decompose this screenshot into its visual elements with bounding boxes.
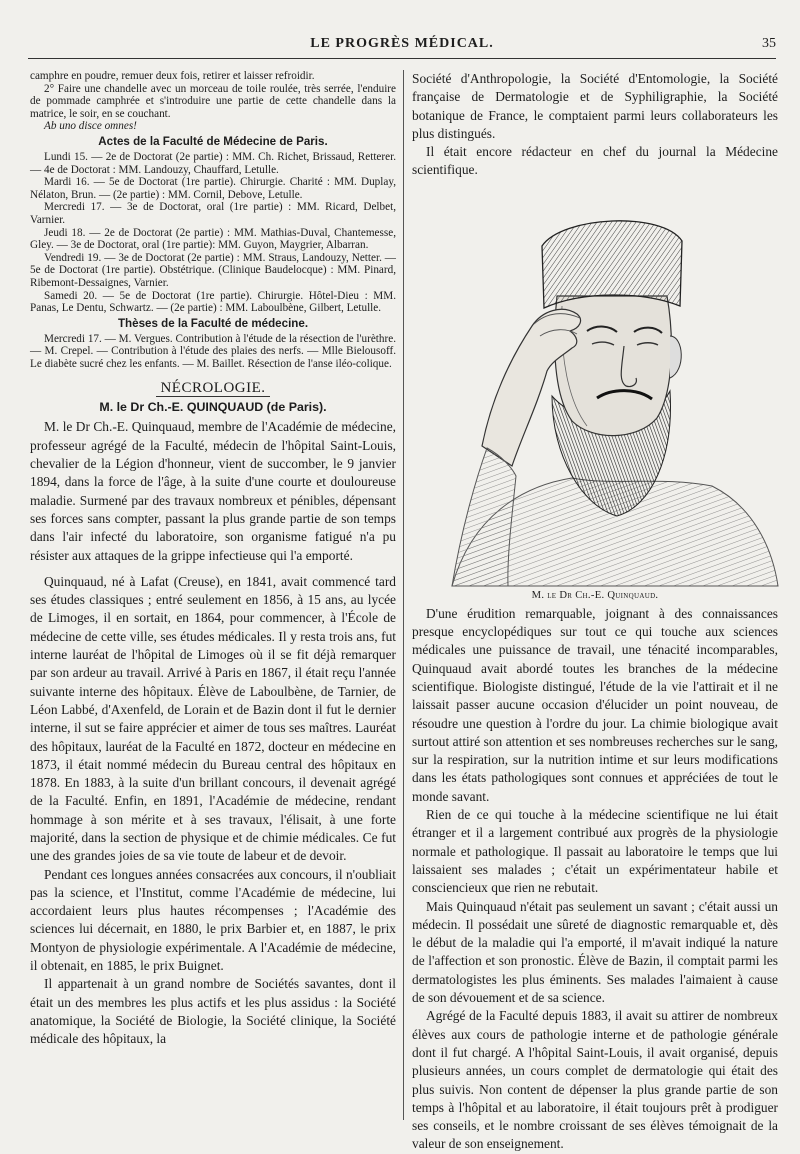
actes-entry: Samedi 20. — 5e de Doctorat (1re partie). Chirurgie. Hôtel-Dieu : MM. Panas, Le Dentu, Schwartz. — (2e partie) : MM. Laboulbène, Gilbert, Letulle. — [30, 289, 396, 315]
article-paragraph: Société d'Anthropologie, la Société d'Entomologie, la Société française de Dermatologie et de Syphiligraphie, la Société botanique de France, le comptaient parmi leurs collaborateurs les plus distingués. — [412, 71, 778, 141]
actes-entry: Mardi 16. — 5e de Doctorat (1re partie). Chirurgie. Charité : MM. Duplay, Nélaton, Brun. — (2e partie) : MM. Cornil, Debove, Letulle. — [30, 176, 396, 201]
page-number: 35 — [762, 36, 776, 51]
article-paragraph: Quinquaud, né à Lafat (Creuse), en 1841, avait commencé tard ses études classiques ; entré seulement en 1856, à 15 ans, au lycée de Limoges, il en sortait, en 1864, pour commencer, à l'École de médecine de cette ville, ses études médicales. Il y resta trois ans, fut interne lauréat de l'hôpital de Limoges où il se fit déjà remarquer par son ardeur au travail. Arrivé à Paris en 1867, il était reçu l'année suivante interne des hôpitaux. Élève de Laboulbène, de Tarnier, de Léon Labbé, d'Axenfeld, de Lorain et de Bazin dont il fut le dernier interne, il sut se faire apprécier et aimer de tous ses maîtres. Lauréat des hôpitaux, lauréat de la Faculté en 1872, docteur en médecine en 1873, il était nommé médecin du Bureau central des hôpitaux en 1878. En 1883, à la suite d'un brillant concours, il devenait agrégé de la Faculté. Enfin, en 1891, l'Académie de médecine, rendant hommage à son mérite et à ses travaux, l'élisait, à une forte majorité, dans la section de physique et de chimie médicales. Ce fut une des grandes joies de sa vie toute de labeur et de devoir. — [30, 573, 396, 864]
actes-entry: Vendredi 19. — 3e de Doctorat (2e partie) : MM. Straus, Landouzy, Netter. — 5e de Doctorat (1re partie). Obstétrique. (Clinique Baudelocque) : MM. Pinard, Ribemont-Dessaignes, Varnier. — [30, 251, 396, 289]
article-paragraph: D'une érudition remarquable, joignant à des connaissances presque encyclopédiques sur tout ce qui touche aux sciences médicales une puissance de travail, une ténacité incomparables, Quinquaud avait abordé toutes les branches de la médecine scientifique. Biologiste distingué, l'étude de la vie l'attirait et il ne laissait passer aucune occasion d'élucider un point nouveau, de résoudre une question à l'ordre du jour. La chimie biologique avait surtout attiré son attention et ses nombreuses recherches sur le sang, sur la respiration, sur la nutrition intime et sur leurs modifications dans les états pathologiques sont connues et appréciées de tout le monde savant. — [412, 605, 778, 804]
intro-line-2: 2° Faire une chandelle avec un morceau de toile roulée, très serrée, l'enduire de pommade camphrée et s'introduire une partie de cette chandelle dans la matrice, le soir, en se couchant. — [30, 82, 396, 120]
article-paragraph: Il était encore rédacteur en chef du journal la Médecine scientifique. — [412, 144, 778, 178]
article-paragraph: Mais Quinquaud n'était pas seulement un savant ; c'était aussi un médecin. Il possédait une sûreté de diagnostic remarquable et, dès le début de la maladie qui l'a emporté, il m'avait indiqué la nature de l'affection et son pronostic. Élève de Bazin, il comptait parmi les dermatologistes les plus éminents. Ses malades l'aimaient à cause de son dévouement et de sa science. — [412, 898, 778, 1006]
actes-entry: Lundi 15. — 2e de Doctorat (2e partie) : MM. Ch. Richet, Brissaud, Retterer. — 4e de Doctorat : MM. Landouzy, Chauffard, Letulle. — [30, 150, 396, 176]
article-paragraph: Il appartenait à un grand nombre de Sociétés savantes, dont il était un des membres les plus actifs et les plus assidus : la Société anatomique, la Société de Biologie, la Société clinique, la Société médicale des hôpitaux, la — [30, 976, 396, 1047]
journal-title: LE PROGRÈS MÉDICAL. — [310, 36, 494, 51]
theses-entry: Mercredi 17. — M. Vergues. Contribution à l'étude de la résection de l'urèthre. — M. Crepel. — Contribution à l'étude des plaies des nerfs. — Mlle Bielousoff. Le diabète sucré chez les enfants. — M. Baillet. Résection de l'anse iléo-colique. — [30, 332, 396, 370]
intro-line-1: camphre en poudre, remuer deux fois, retirer et laisser refroidir. — [30, 70, 315, 82]
portrait-illustration — [412, 186, 778, 586]
column-divider — [403, 70, 404, 1120]
necrology-title: NÉCROLOGIE. — [156, 380, 269, 397]
portrait-engraving — [412, 186, 778, 586]
actes-title: Actes de la Faculté de Médecine de Paris. — [98, 134, 328, 148]
article-paragraph: Rien de ce qui touche à la médecine scientifique ne lui était étranger et il a largement contribué aux progrès de la physiologie normale et pathologique. Il passait au laboratoire le temps que lui laissaient ses malades ; c'était un expérimentateur habile et consciencieux que rien ne rebutait. — [412, 807, 778, 896]
left-column — [30, 70, 396, 1122]
right-column — [412, 70, 778, 1152]
article-paragraph: Pendant ces longues années consacrées aux concours, il n'oubliait pas la science, et l'Institut, comme l'Académie de médecine, lui accordaient leurs plus hautes récompenses ; l'Académie des sciences lui décernait, en 1880, le prix Barbier et, en 1887, le prix Montyon de physiologie expérimentale. A l'Académie de médecine, il obtenait, en 1885, le prix Buignet. — [30, 866, 396, 974]
page-header — [28, 28, 776, 59]
necrology-heading — [30, 380, 396, 397]
article-paragraph: M. le Dr Ch.-E. Quinquaud, membre de l'Académie de médecine, professeur agrégé de la Faculté, médecin de l'hôpital Saint-Louis, chevalier de la Légion d'honneur, vient de succomber, le 9 janvier 1894, dans la force de l'âge, à la suite d'une courte et douloureuse maladie. Surmené par des travaux nombreux et pénibles, dépensant ses forces sans compter, passant la plus grande partie de son temps dans l'air infecté du laboratoire, son organisme fatigué n'a pu résister aux attaques de la grippe infectieuse qui l'a emporté. — [30, 419, 396, 563]
actes-entry: Jeudi 18. — 2e de Doctorat (2e partie) : MM. Mathias-Duval, Chantemesse, Gley. — 3e de Doctorat, oral (1re partie): MM. Guyon, Maygrier, Albarran. — [30, 226, 396, 252]
necrology-subtitle: M. le Dr Ch.-E. QUINQUAUD (de Paris). — [99, 400, 327, 415]
article-paragraph: Agrégé de la Faculté depuis 1883, il avait su attirer de nombreux élèves aux cours de pathologie interne et de pathologie générale dont il fut chargé. A l'hôpital Saint-Louis, il avait organisé, depuis plusieurs années, un cours complet de dermatologie qui était des plus suivis. Non content de dépenser la plus grande partie de son temps à l'hôpital et au laboratoire, il était toujours prêt à prodiguer ses conseils, et le nombre croissant de ses élèves témoignait de la valeur de son enseignement. — [412, 1008, 778, 1152]
intro-line-3: Ab uno disce omnes! — [44, 120, 137, 133]
actes-entry: Mercredi 17. — 3e de Doctorat, oral (1re partie) : MM. Ricard, Delbet, Varnier. — [30, 201, 396, 226]
theses-title: Thèses de la Faculté de médecine. — [117, 316, 309, 330]
portrait-caption: M. le Dr Ch.-E. Quinquaud. — [531, 589, 659, 601]
